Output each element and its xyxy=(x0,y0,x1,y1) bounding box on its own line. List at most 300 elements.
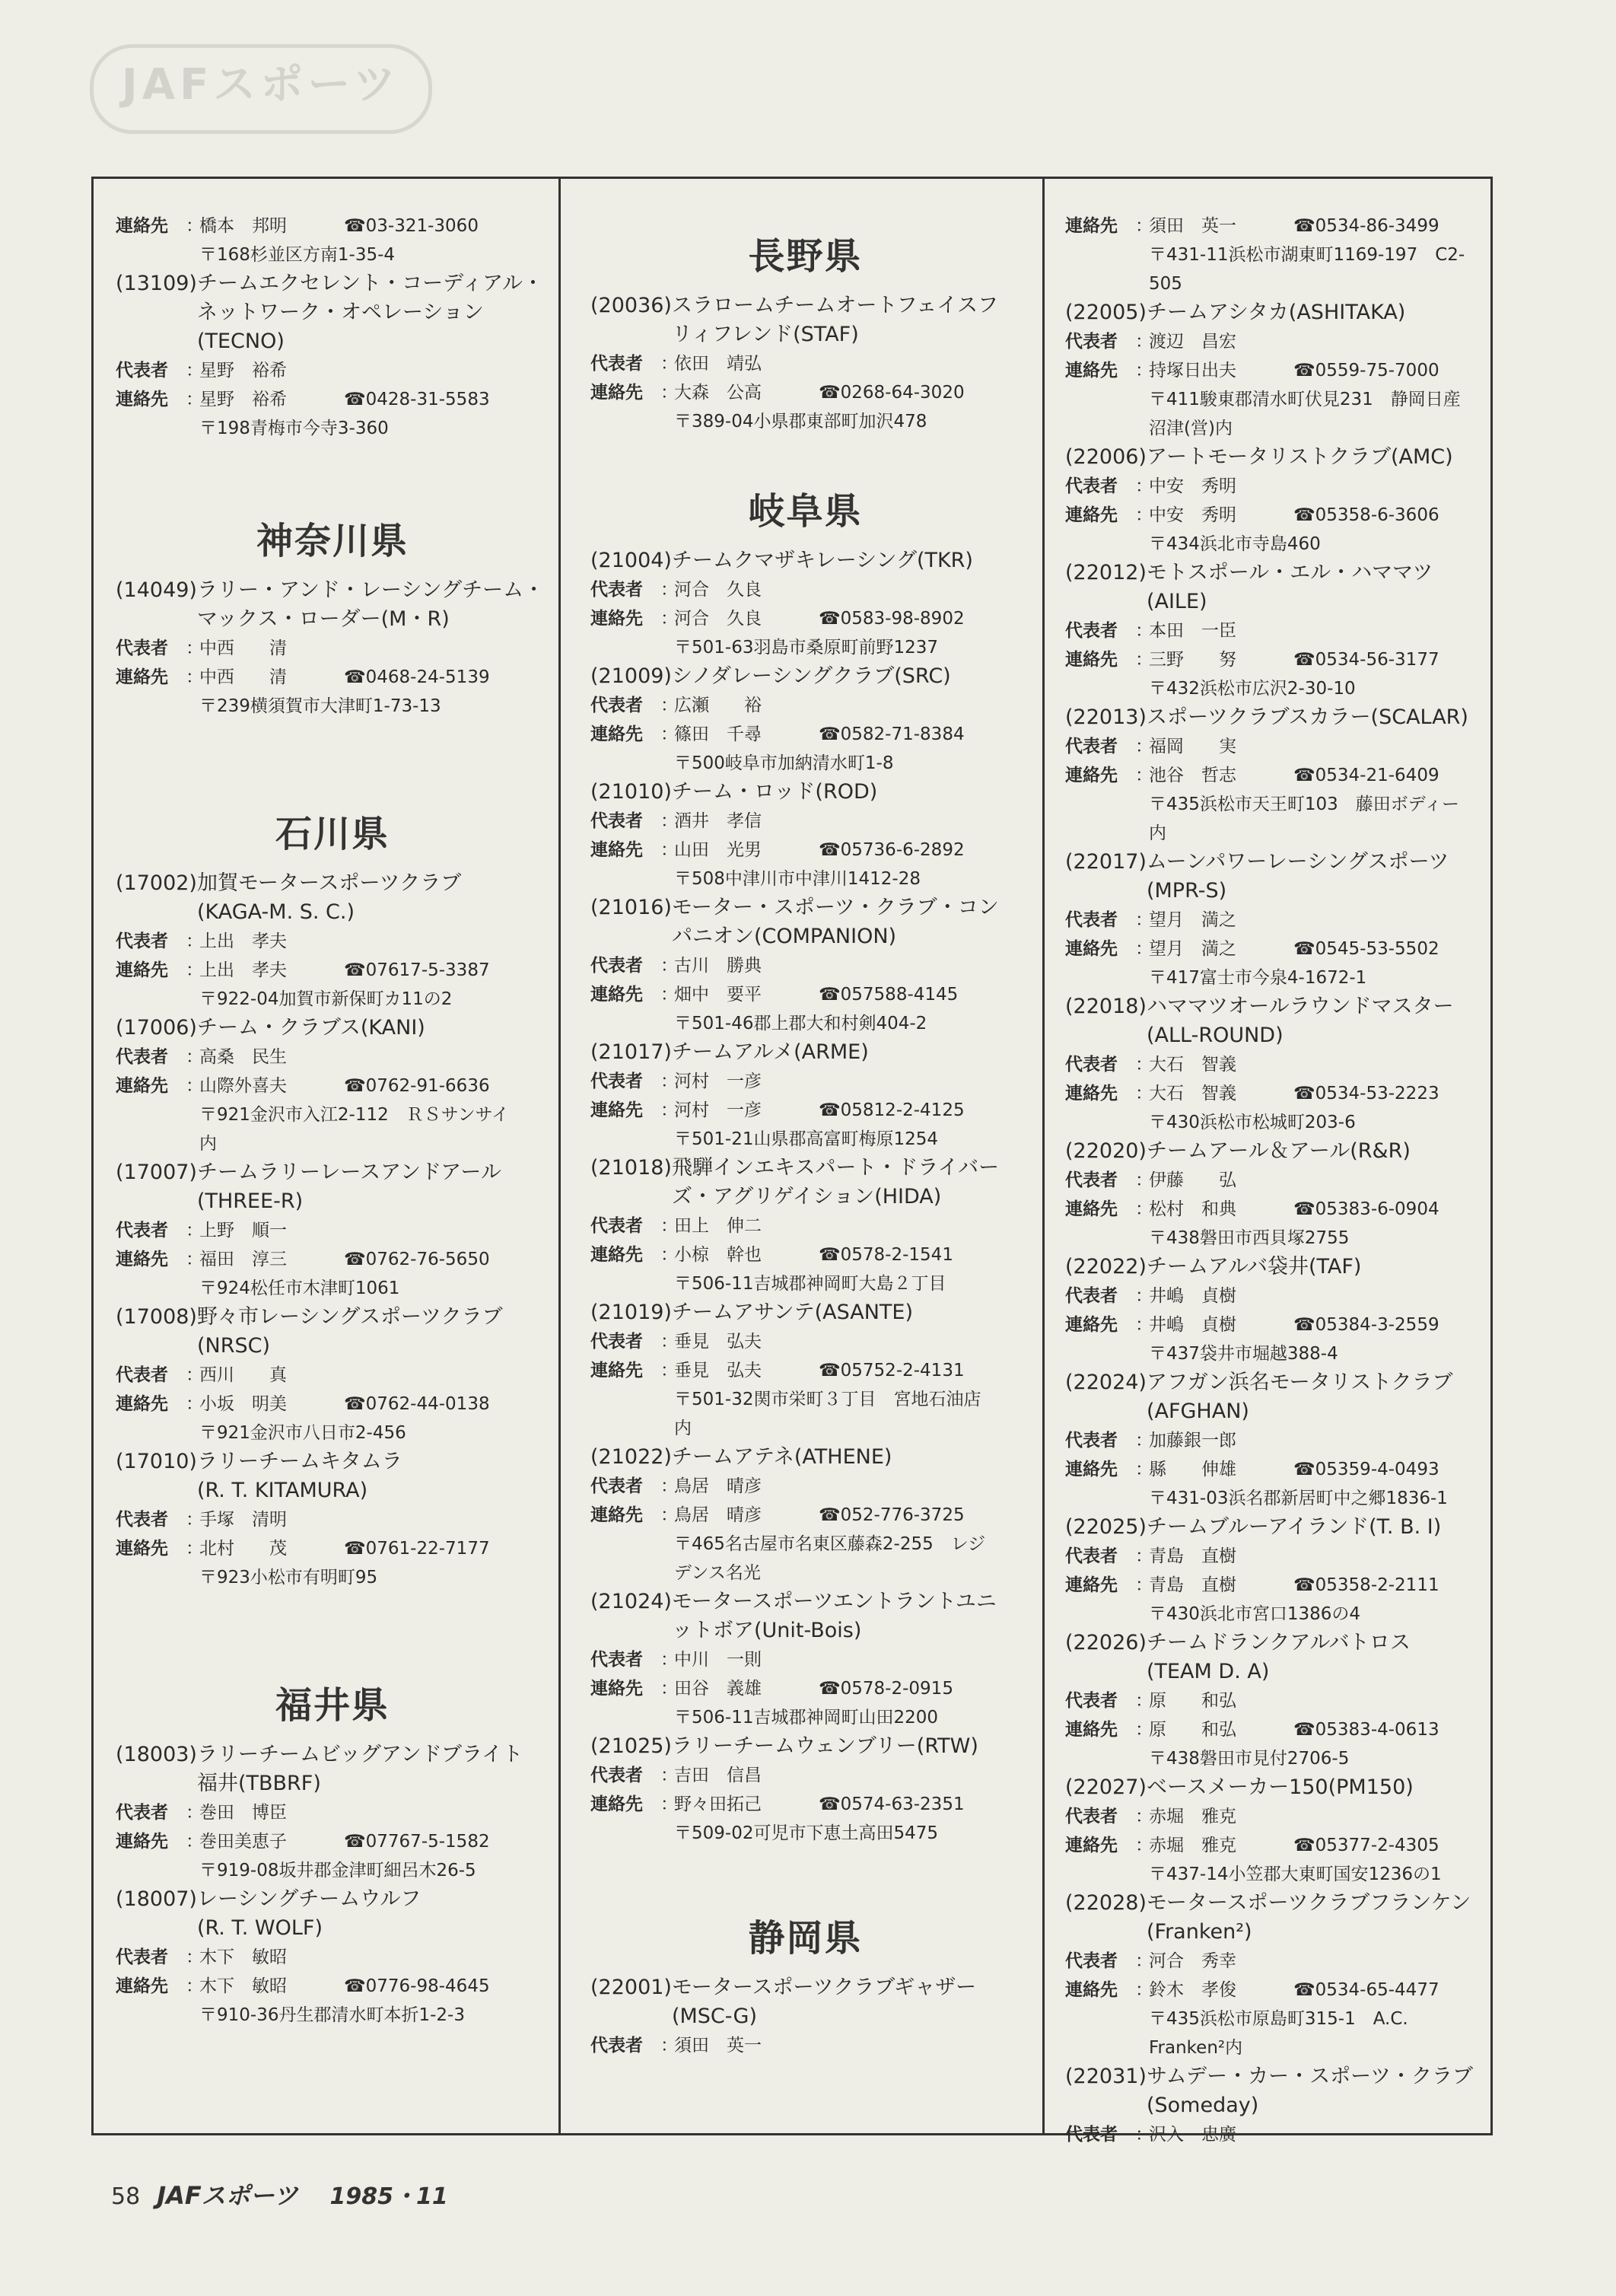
club-entry-heading xyxy=(590,1732,1020,1761)
club-entry-heading xyxy=(1065,559,1491,616)
label-separator: ： xyxy=(1135,766,1153,785)
contact-person: 福田 淳三 xyxy=(199,1250,287,1269)
club-code: (21025) xyxy=(590,1734,672,1758)
club-name xyxy=(672,662,1020,691)
club-name xyxy=(197,1885,549,1943)
phone-number: ☎07617-5-3387 xyxy=(344,960,490,980)
club-code: (18003) xyxy=(116,1743,197,1766)
club-entry-heading xyxy=(1065,1773,1491,1802)
address-line: 内 xyxy=(1149,823,1166,843)
contact-person: 渡辺 昌宏 xyxy=(1149,332,1236,352)
club-name xyxy=(672,1298,1020,1327)
contact-label: 連絡先 xyxy=(116,216,168,236)
contact-person: 本田 一臣 xyxy=(1149,621,1236,641)
contact-person: 中西 清 xyxy=(199,638,287,658)
contact-row xyxy=(590,1240,1020,1269)
contact-person: 小椋 幹也 xyxy=(674,1245,762,1265)
phone-number: ☎03-321-3060 xyxy=(344,216,479,236)
contact-row xyxy=(590,836,1020,865)
contact-row xyxy=(116,1505,549,1534)
club-code: (22031) xyxy=(1065,2065,1147,2088)
club-name-line: (Someday) xyxy=(1146,2094,1259,2117)
club-code: (22024) xyxy=(1065,1371,1147,1394)
phone-number: ☎05383-4-0613 xyxy=(1293,1720,1439,1740)
contact-person: 山際外喜夫 xyxy=(199,1076,287,1096)
club-name-line: ットボア(Unit-Bois) xyxy=(671,1619,862,1642)
column-1 xyxy=(116,212,549,2030)
contact-label: 代表者 xyxy=(1065,1055,1118,1075)
address-line: 〒923小松市有明町95 xyxy=(199,1568,378,1587)
phone-number: ☎0578-2-1541 xyxy=(819,1245,953,1265)
phone-number: ☎0762-76-5650 xyxy=(344,1250,490,1269)
club-code: (21009) xyxy=(590,664,672,688)
contact-row xyxy=(1065,906,1491,935)
magazine-title: JAFスポーツ xyxy=(157,2181,298,2210)
contact-row xyxy=(1065,501,1491,530)
address-line: 〒430浜北市宮口1386の4 xyxy=(1149,1604,1361,1624)
label-separator: ： xyxy=(1135,737,1153,756)
club-name xyxy=(197,1158,549,1216)
contact-label: 連絡先 xyxy=(590,724,643,744)
contact-row xyxy=(116,1798,549,1827)
label-separator: ： xyxy=(660,2036,678,2056)
contact-label: 代表者 xyxy=(590,1216,643,1236)
club-name xyxy=(197,269,549,356)
club-name xyxy=(672,1587,1020,1645)
label-separator: ： xyxy=(1135,216,1153,236)
club-name-line: (KAGA-M. S. C.) xyxy=(196,900,355,924)
club-name-line: モータースポーツクラブフランケン xyxy=(1146,1891,1471,1915)
label-separator: ： xyxy=(1135,1836,1153,1855)
label-separator: ： xyxy=(660,1216,678,1236)
address-line: 〒506-11吉城郡神岡町山田2200 xyxy=(674,1708,938,1728)
contact-label: 代表者 xyxy=(590,696,643,715)
club-name-line: (AFGHAN) xyxy=(1146,1400,1249,1423)
label-separator: ： xyxy=(186,931,203,951)
club-entry-heading xyxy=(590,1973,1020,2031)
contact-person: 井嶋 貞樹 xyxy=(1149,1315,1236,1335)
address-line: 〒435浜松市天王町103 藤田ボディー xyxy=(1149,795,1459,814)
contact-person: 望月 満之 xyxy=(1149,939,1236,959)
club-name xyxy=(197,1303,549,1361)
phone-number: ☎05752-2-4131 xyxy=(819,1361,965,1380)
club-code: (21004) xyxy=(590,549,672,572)
contact-row xyxy=(116,634,549,663)
contact-person: 鈴木 孝俊 xyxy=(1149,1980,1236,2000)
contact-label: 代表者 xyxy=(1065,621,1118,641)
phone-number: ☎05359-4-0493 xyxy=(1293,1460,1439,1479)
phone-number: ☎05812-2-4125 xyxy=(819,1100,965,1120)
contact-row xyxy=(590,691,1020,720)
club-name xyxy=(672,1154,1020,1212)
club-name-line: サムデー・カー・スポーツ・クラブ xyxy=(1146,2065,1473,2088)
phone-number: ☎05358-2-2111 xyxy=(1293,1575,1439,1595)
contact-person: 持塚日出夫 xyxy=(1149,361,1236,381)
label-separator: ： xyxy=(1135,1720,1153,1740)
contact-person: 池谷 哲志 xyxy=(1149,766,1236,785)
prefecture-heading: 神奈川県 xyxy=(256,520,409,562)
club-name xyxy=(1147,1137,1491,1166)
phone-number: ☎0534-86-3499 xyxy=(1293,216,1439,236)
contact-row xyxy=(590,378,1020,407)
club-entry-heading xyxy=(590,1587,1020,1645)
club-name-line: (THREE-R) xyxy=(196,1189,304,1213)
club-code: (17006) xyxy=(116,1016,197,1040)
label-separator: ： xyxy=(660,1245,678,1265)
contact-row xyxy=(116,927,549,956)
phone-number: ☎0534-21-6409 xyxy=(1293,766,1439,785)
club-name-line: アフガン浜名モータリストクラブ xyxy=(1146,1371,1453,1394)
club-entry-heading xyxy=(1065,848,1491,906)
contact-person: 小坂 明美 xyxy=(199,1394,287,1414)
contact-person: 須田 英一 xyxy=(1149,216,1236,236)
phone-number: ☎0762-44-0138 xyxy=(344,1394,490,1414)
address-line: 〒438磐田市見付2706-5 xyxy=(1149,1749,1350,1769)
label-separator: ： xyxy=(1135,621,1153,641)
address-line: 〒501-21山県郡高富町梅原1254 xyxy=(674,1129,938,1149)
label-separator: ： xyxy=(1135,476,1153,496)
address-line: 〒432浜松市広沢2-30-10 xyxy=(1149,679,1356,699)
contact-label: 代表者 xyxy=(116,1510,168,1530)
contact-person: 篠田 千尋 xyxy=(674,724,762,744)
contact-person: 古川 勝典 xyxy=(674,956,762,976)
club-name-line: チームアサンテ(ASANTE) xyxy=(671,1301,914,1324)
address-line: 〒198青梅市今寺3-360 xyxy=(199,419,389,438)
contact-person: 木下 敏昭 xyxy=(199,1947,287,1967)
contact-person: 伊藤 弘 xyxy=(1149,1170,1236,1190)
club-name xyxy=(1147,559,1491,616)
label-separator: ： xyxy=(660,609,678,629)
contact-person: 沢入 忠廣 xyxy=(1149,2125,1236,2145)
contact-label: 連絡先 xyxy=(1065,1084,1118,1103)
contact-row xyxy=(116,1827,549,1856)
address-line: 〒389-04小県郡東部町加沢478 xyxy=(674,412,927,431)
contact-label: 連絡先 xyxy=(116,667,168,687)
contact-row xyxy=(116,356,549,385)
contact-row xyxy=(590,1761,1020,1790)
contact-row xyxy=(116,1972,549,2001)
contact-label: 代表者 xyxy=(590,956,643,976)
label-separator: ： xyxy=(660,1476,678,1496)
label-separator: ： xyxy=(1135,1691,1153,1711)
club-code: (17008) xyxy=(116,1305,197,1329)
club-name-line: チームアール＆アール(R&R) xyxy=(1146,1139,1411,1163)
contact-label: 代表者 xyxy=(590,811,643,831)
contact-person: 高桑 民生 xyxy=(199,1047,287,1067)
label-separator: ： xyxy=(186,1221,203,1240)
club-name-line: アートモータリストクラブ(AMC) xyxy=(1146,445,1453,469)
club-entry-heading xyxy=(1065,992,1491,1050)
contact-person: 大石 智義 xyxy=(1149,1084,1236,1103)
club-name xyxy=(1147,992,1491,1050)
contact-row xyxy=(1065,1542,1491,1571)
contact-row xyxy=(1065,1282,1491,1310)
contact-label: 代表者 xyxy=(590,1332,643,1352)
contact-label: 連絡先 xyxy=(116,390,168,409)
club-name xyxy=(197,1740,549,1798)
club-code: (22005) xyxy=(1065,301,1147,324)
contact-row xyxy=(590,1096,1020,1125)
label-separator: ： xyxy=(1135,1951,1153,1971)
phone-number: ☎07767-5-1582 xyxy=(344,1832,490,1852)
prefecture-heading: 静岡県 xyxy=(748,1917,863,1960)
club-code: (21018) xyxy=(590,1156,672,1180)
club-entry-heading xyxy=(1065,298,1491,327)
contact-row xyxy=(590,1327,1020,1356)
contact-person: 木下 敏昭 xyxy=(199,1976,287,1996)
contact-person: 依田 靖弘 xyxy=(674,354,762,374)
contact-row xyxy=(1065,1802,1491,1831)
phone-number: ☎057588-4145 xyxy=(819,985,959,1005)
label-separator: ： xyxy=(1135,910,1153,930)
contact-person: 河合 久良 xyxy=(674,580,762,600)
phone-number: ☎0559-75-7000 xyxy=(1293,361,1439,381)
contact-row xyxy=(590,1356,1020,1385)
contact-row xyxy=(1065,1831,1491,1860)
contact-row xyxy=(1065,1310,1491,1339)
club-name-line: チームクマザキレーシング(TKR) xyxy=(671,549,973,572)
club-name-line: チームアテネ(ATHENE) xyxy=(671,1445,892,1469)
contact-row xyxy=(1065,1715,1491,1744)
club-entry-heading xyxy=(590,1038,1020,1067)
contact-person: 上出 孝夫 xyxy=(199,931,287,951)
club-entry-heading xyxy=(1065,1889,1491,1947)
club-name-line: (MPR-S) xyxy=(1146,879,1227,903)
address-line: 〒919-08坂井郡金津町細呂木26-5 xyxy=(199,1861,476,1880)
label-separator: ： xyxy=(186,1250,203,1269)
contact-label: 連絡先 xyxy=(590,1245,643,1265)
contact-row xyxy=(1065,356,1491,385)
club-entry-heading xyxy=(1065,1629,1491,1686)
address-line: 〒509-02可児市下恵土高田5475 xyxy=(674,1823,938,1843)
club-code: (20036) xyxy=(590,294,672,317)
contact-label: 代表者 xyxy=(116,1365,168,1385)
contact-row xyxy=(1065,2120,1491,2149)
contact-person: 大石 智義 xyxy=(1149,1055,1236,1075)
contact-person: 酒井 孝信 xyxy=(674,811,762,831)
contact-person: 望月 満之 xyxy=(1149,910,1236,930)
contact-row xyxy=(590,1501,1020,1530)
club-entry-heading xyxy=(116,1303,549,1361)
club-name xyxy=(672,1973,1020,2031)
watermark-stamp: JAFスポーツ xyxy=(90,44,432,134)
club-code: (22027) xyxy=(1065,1775,1147,1799)
club-name xyxy=(1147,848,1491,906)
club-name-line: ラリーチームキタムラ xyxy=(196,1450,402,1473)
phone-number: ☎0428-31-5583 xyxy=(344,390,490,409)
club-code: (22006) xyxy=(1065,445,1147,469)
page-number: 58 xyxy=(111,2183,141,2210)
label-separator: ： xyxy=(660,840,678,860)
phone-number: ☎0762-91-6636 xyxy=(344,1076,490,1096)
club-code: (22028) xyxy=(1065,1891,1147,1915)
address-line: 〒501-46郡上郡大和村剣404-2 xyxy=(674,1014,927,1033)
club-entry-heading xyxy=(1065,2062,1491,2120)
club-name-line: 福井(TBBRF) xyxy=(196,1772,321,1795)
label-separator: ： xyxy=(186,1947,203,1967)
club-name xyxy=(672,1443,1020,1472)
club-entry-heading xyxy=(590,1298,1020,1327)
contact-label: 代表者 xyxy=(1065,737,1118,756)
address-line: 沼津(営)内 xyxy=(1149,419,1233,438)
club-name-line: (Franken²) xyxy=(1146,1920,1252,1944)
club-code: (22017) xyxy=(1065,850,1147,874)
label-separator: ： xyxy=(660,1100,678,1120)
club-name xyxy=(1147,1513,1491,1542)
club-name-line: モトスポール・エル・ハママツ(AILE) xyxy=(1146,561,1433,613)
contact-row xyxy=(1065,616,1491,645)
club-name-line: リィフレンド(STAF) xyxy=(671,323,859,346)
club-name-line: ラリーチームビッグアンドブライト xyxy=(196,1743,523,1766)
contact-row xyxy=(590,1067,1020,1096)
contact-person: 松村 和典 xyxy=(1149,1199,1236,1219)
contact-row xyxy=(1065,1686,1491,1715)
contact-row xyxy=(590,1212,1020,1240)
club-name xyxy=(1147,298,1491,327)
contact-label: 連絡先 xyxy=(1065,361,1118,381)
label-separator: ： xyxy=(186,216,203,236)
club-name-line: 飛騨インエキスパート・ドライバー xyxy=(671,1156,1000,1180)
label-separator: ： xyxy=(186,1803,203,1823)
club-name-line: ムーンパワーレーシングスポーツ xyxy=(1146,850,1449,874)
address-line: 〒465名古屋市名東区藤森2-255 レジ xyxy=(674,1534,986,1554)
label-separator: ： xyxy=(186,667,203,687)
contact-label: 代表者 xyxy=(1065,1691,1118,1711)
contact-row xyxy=(116,1534,549,1563)
address-line: 〒501-63羽島市桑原町前野1237 xyxy=(674,638,938,658)
contact-label: 連絡先 xyxy=(1065,650,1118,670)
contact-person: 橋本 邦明 xyxy=(199,216,287,236)
contact-row xyxy=(1065,1079,1491,1108)
label-separator: ： xyxy=(186,638,203,658)
club-name-line: ラリーチームウェンブリー(RTW) xyxy=(671,1734,978,1758)
label-separator: ： xyxy=(186,390,203,409)
contact-person: 青島 直樹 xyxy=(1149,1575,1236,1595)
address-line: 〒910-36丹生郡清水町本折1-2-3 xyxy=(199,2005,465,2025)
label-separator: ： xyxy=(186,1976,203,1996)
contact-label: 連絡先 xyxy=(590,1679,643,1699)
club-code: (22018) xyxy=(1065,995,1147,1018)
contact-label: 連絡先 xyxy=(1065,216,1118,236)
club-name-line: チームブルーアイランド(T. B. I) xyxy=(1146,1515,1442,1539)
label-separator: ： xyxy=(660,1505,678,1525)
club-code: (22025) xyxy=(1065,1515,1147,1539)
club-name xyxy=(1147,1889,1491,1947)
contact-label: 代表者 xyxy=(1065,2125,1118,2145)
contact-person: 鳥居 晴彦 xyxy=(674,1476,762,1496)
club-entry-heading xyxy=(590,546,1020,575)
contact-person: 畑中 要平 xyxy=(674,985,762,1005)
address-line: 〒239横須賀市大津町1-73-13 xyxy=(199,696,441,716)
contact-person: 垂見 弘夫 xyxy=(674,1332,762,1352)
label-separator: ： xyxy=(660,956,678,976)
contact-label: 連絡先 xyxy=(590,1100,643,1120)
address-line: 〒508中津川市中津川1412-28 xyxy=(674,869,921,889)
club-entry-heading xyxy=(116,576,549,634)
contact-row xyxy=(590,807,1020,836)
contact-label: 連絡先 xyxy=(590,840,643,860)
label-separator: ： xyxy=(1135,1575,1153,1595)
club-name xyxy=(197,576,549,634)
contact-label: 代表者 xyxy=(590,1766,643,1785)
phone-number: ☎0582-71-8384 xyxy=(819,724,965,744)
label-separator: ： xyxy=(660,724,678,744)
club-entry-heading xyxy=(590,1154,1020,1212)
contact-label: 代表者 xyxy=(1065,476,1118,496)
contact-label: 連絡先 xyxy=(116,960,168,980)
club-name-line: パニオン(COMPANION) xyxy=(671,925,897,948)
label-separator: ： xyxy=(660,1332,678,1352)
label-separator: ： xyxy=(1135,650,1153,670)
column-divider xyxy=(1042,177,1045,2135)
club-name xyxy=(197,1014,549,1043)
label-separator: ： xyxy=(1135,1286,1153,1306)
club-name xyxy=(1147,1368,1491,1426)
contact-person: 河合 久良 xyxy=(674,609,762,629)
address-line: 〒501-32関市栄町３丁目 宮地石油店 xyxy=(674,1390,981,1409)
contact-row xyxy=(1065,1166,1491,1195)
contact-label: 連絡先 xyxy=(116,1539,168,1559)
contact-label: 代表者 xyxy=(116,931,168,951)
club-code: (22020) xyxy=(1065,1139,1147,1163)
address-line: 〒921金沢市入江2-112 ＲＳサンサイ xyxy=(199,1105,509,1125)
club-entry-heading xyxy=(1065,1368,1491,1426)
contact-person: 田谷 義雄 xyxy=(674,1679,762,1699)
contact-row xyxy=(590,604,1020,633)
contact-row xyxy=(116,1216,549,1245)
address-line: 〒924松任市木津町1061 xyxy=(199,1279,400,1298)
label-separator: ： xyxy=(660,1361,678,1380)
club-name-line: (R. T. WOLF) xyxy=(196,1916,323,1940)
club-name xyxy=(672,1732,1020,1761)
label-separator: ： xyxy=(660,354,678,374)
club-name xyxy=(672,291,1020,349)
contact-label: 代表者 xyxy=(116,1803,168,1823)
contact-label: 代表者 xyxy=(116,638,168,658)
contact-label: 連絡先 xyxy=(1065,1460,1118,1479)
club-code: (21022) xyxy=(590,1445,672,1469)
club-name xyxy=(672,778,1020,807)
club-name-line: チームアルメ(ARME) xyxy=(671,1040,869,1064)
contact-label: 代表者 xyxy=(116,1947,168,1967)
club-name-line: 野々市レーシングスポーツクラブ xyxy=(196,1305,503,1329)
label-separator: ： xyxy=(660,1650,678,1670)
contact-person: 河合 秀幸 xyxy=(1149,1951,1236,1971)
contact-row xyxy=(116,1390,549,1419)
label-separator: ： xyxy=(1135,1170,1153,1190)
contact-row xyxy=(1065,645,1491,674)
club-name-line: 加賀モータースポーツクラブ xyxy=(196,871,462,895)
club-code: (22012) xyxy=(1065,561,1147,584)
label-separator: ： xyxy=(1135,2125,1153,2145)
club-name-line: チーム・クラブス(KANI) xyxy=(196,1016,425,1040)
club-code: (22013) xyxy=(1065,705,1147,729)
contact-person: 中西 清 xyxy=(199,667,287,687)
club-name-line: チーム・ロッド(ROD) xyxy=(671,780,878,804)
club-name xyxy=(672,893,1020,951)
contact-row xyxy=(1065,761,1491,790)
contact-row xyxy=(116,663,549,692)
contact-person: 須田 英一 xyxy=(674,2036,762,2056)
contact-person: 垂見 弘夫 xyxy=(674,1361,762,1380)
contact-row xyxy=(1065,472,1491,501)
contact-label: 連絡先 xyxy=(1065,1836,1118,1855)
label-separator: ： xyxy=(1135,1055,1153,1075)
club-entry-heading xyxy=(590,1443,1020,1472)
contact-person: 原 和弘 xyxy=(1149,1720,1236,1740)
contact-row xyxy=(590,1674,1020,1703)
phone-number: ☎0545-53-5502 xyxy=(1293,939,1439,959)
